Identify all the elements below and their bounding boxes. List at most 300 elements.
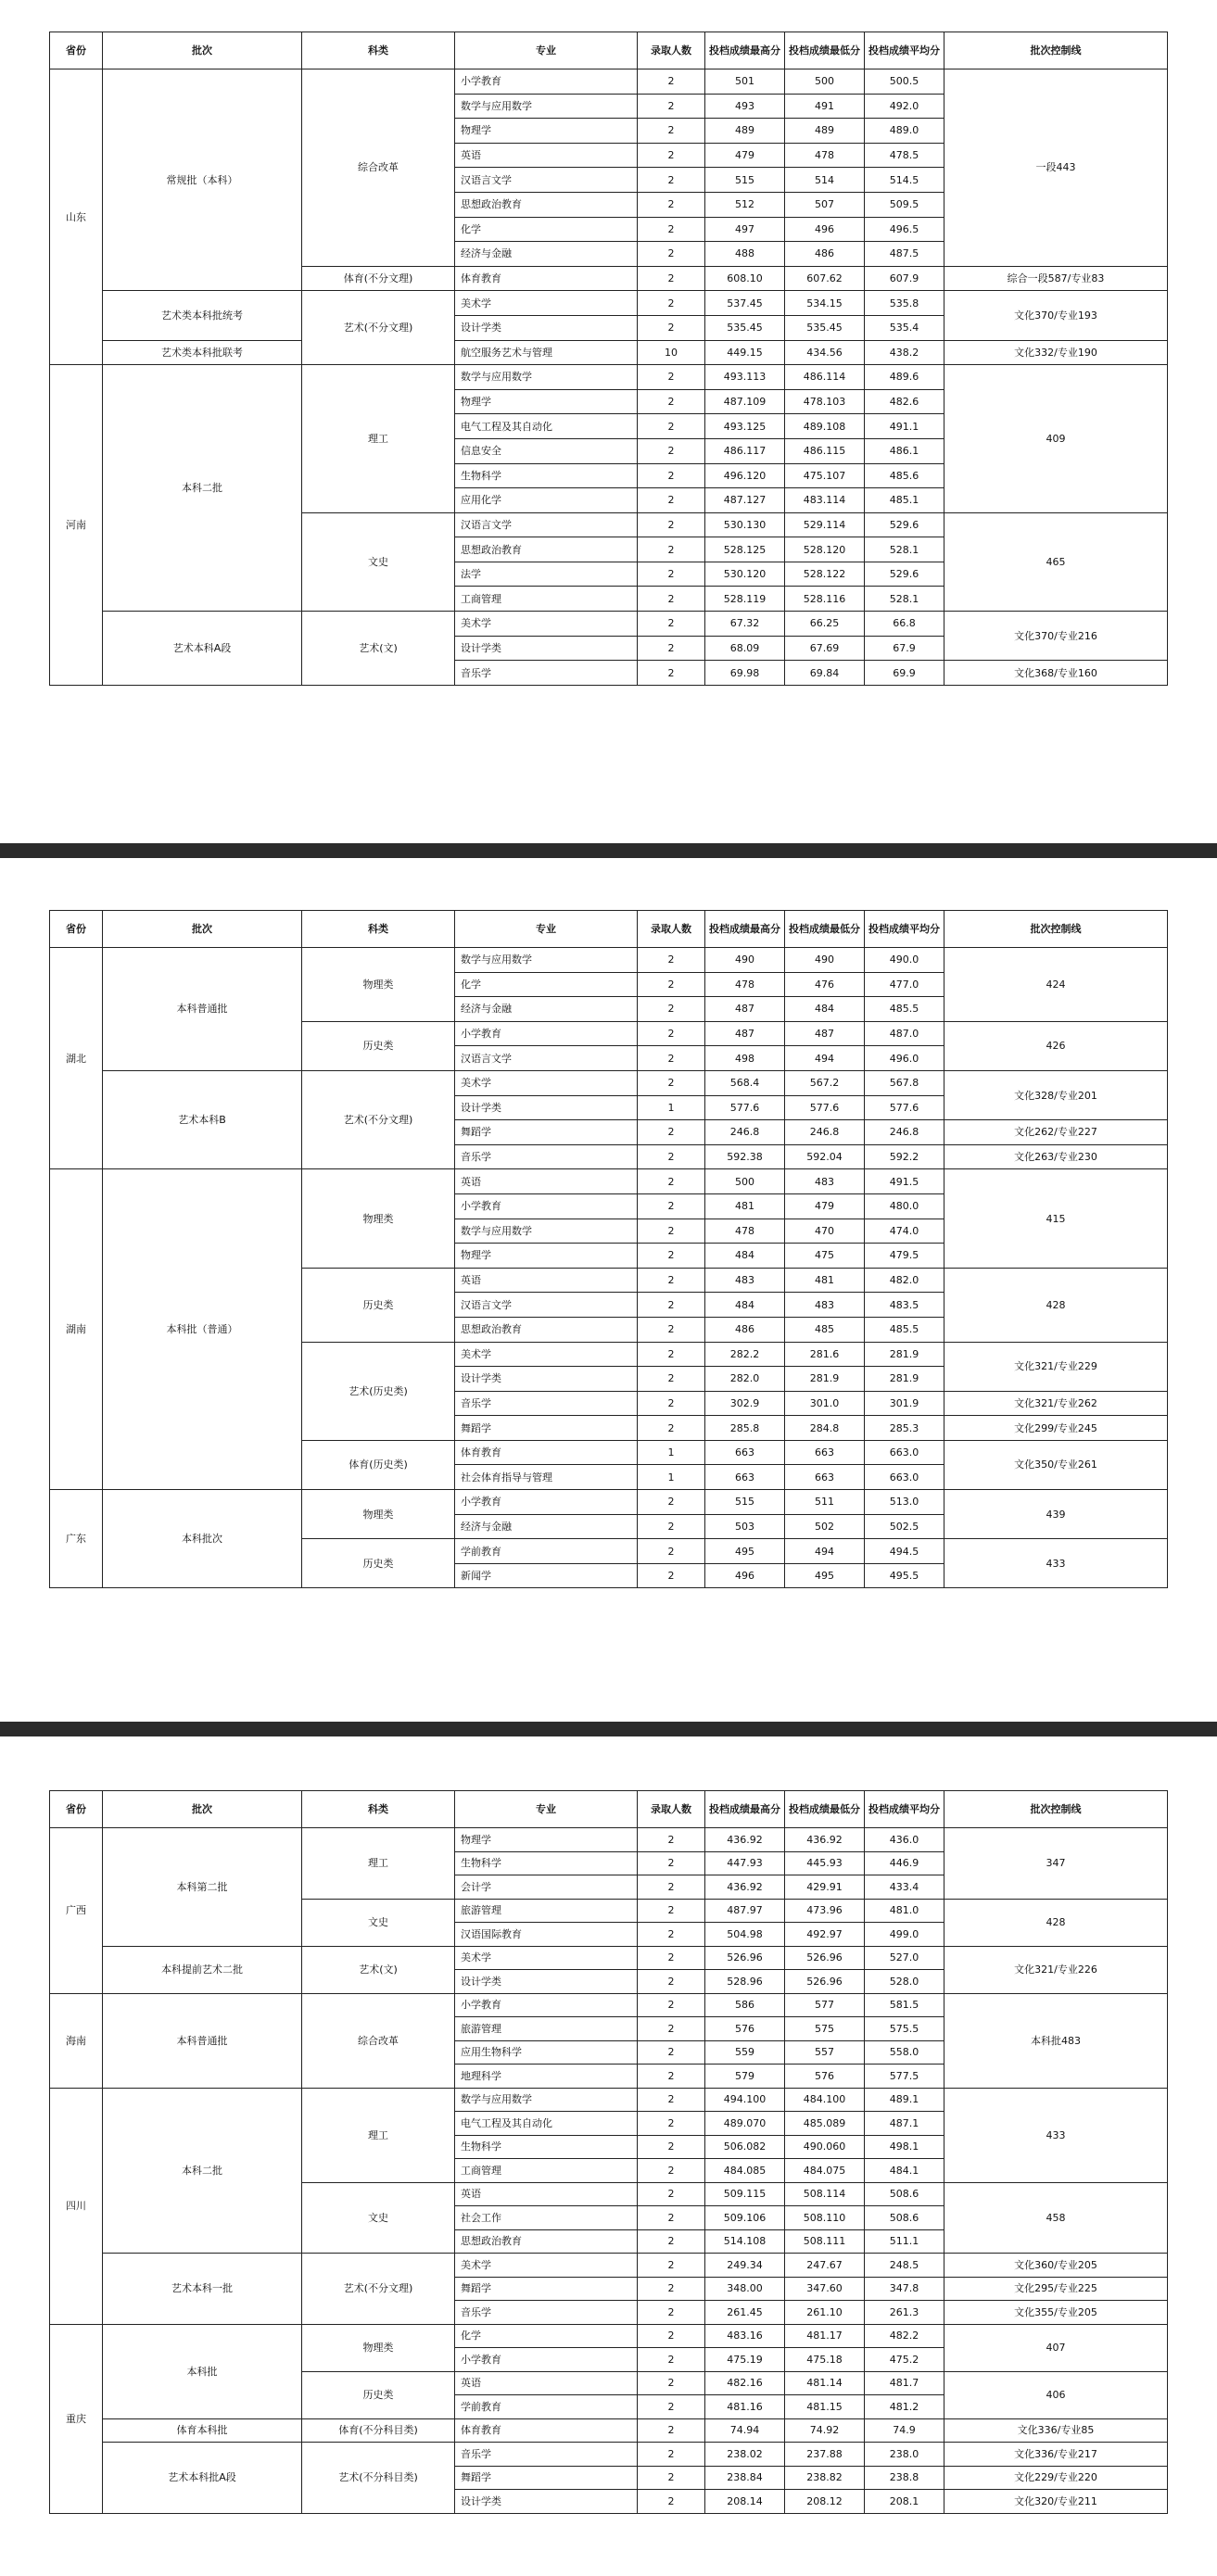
header-max: 投档成绩最高分 — [705, 911, 785, 948]
max-score-cell: 489 — [705, 119, 785, 144]
admitted-cell: 2 — [638, 119, 705, 144]
min-score-cell: 495 — [785, 1563, 865, 1588]
admission-table-1 — [49, 32, 1167, 686]
header-category: 科类 — [302, 1791, 455, 1828]
header-batch: 批次 — [103, 1791, 302, 1828]
province-cell: 湖北 — [50, 948, 103, 1169]
category-cell: 物理类 — [302, 1169, 455, 1268]
avg-score-cell: 301.9 — [865, 1391, 944, 1416]
max-score-cell: 436.92 — [705, 1875, 785, 1900]
category-cell: 理工 — [302, 365, 455, 513]
min-score-cell: 484.100 — [785, 2088, 865, 2112]
major-cell: 音乐学 — [455, 2301, 638, 2325]
avg-score-cell: 514.5 — [865, 168, 944, 193]
table-row — [50, 365, 1168, 390]
avg-score-cell: 281.9 — [865, 1342, 944, 1367]
category-cell: 综合改革 — [302, 1993, 455, 2088]
category-cell: 艺术(文) — [302, 612, 455, 686]
control-line-cell: 文化370/专业216 — [944, 612, 1168, 661]
avg-score-cell: 485.6 — [865, 463, 944, 488]
min-score-cell: 301.0 — [785, 1391, 865, 1416]
batch-cell: 本科普通批 — [103, 1993, 302, 2088]
min-score-cell: 663 — [785, 1465, 865, 1490]
major-cell: 设计学类 — [455, 1367, 638, 1392]
header-batch: 批次 — [103, 911, 302, 948]
admitted-cell: 2 — [638, 612, 705, 637]
batch-cell: 本科第二批 — [103, 1828, 302, 1947]
header-min: 投档成绩最低分 — [785, 1791, 865, 1828]
avg-score-cell: 509.5 — [865, 192, 944, 217]
admitted-cell: 2 — [638, 512, 705, 537]
min-score-cell: 507 — [785, 192, 865, 217]
major-cell: 法学 — [455, 562, 638, 587]
avg-score-cell: 482.6 — [865, 389, 944, 414]
avg-score-cell: 528.1 — [865, 537, 944, 562]
max-score-cell: 487 — [705, 997, 785, 1022]
batch-cell: 本科批 — [103, 2324, 302, 2418]
admitted-cell: 2 — [638, 1219, 705, 1244]
major-cell: 学前教育 — [455, 2395, 638, 2419]
batch-cell: 艺术类本科批统考 — [103, 291, 302, 340]
header-avg: 投档成绩平均分 — [865, 1791, 944, 1828]
admitted-cell: 2 — [638, 2229, 705, 2254]
avg-score-cell: 577.6 — [865, 1095, 944, 1120]
major-cell: 舞蹈学 — [455, 1120, 638, 1145]
category-cell: 理工 — [302, 1828, 455, 1900]
category-cell: 艺术(历史类) — [302, 1342, 455, 1440]
min-score-cell: 483 — [785, 1293, 865, 1318]
category-cell: 体育(历史类) — [302, 1440, 455, 1489]
avg-score-cell: 508.6 — [865, 2206, 944, 2230]
control-line-cell: 424 — [944, 948, 1168, 1022]
admitted-cell: 2 — [638, 1514, 705, 1539]
major-cell: 新闻学 — [455, 1563, 638, 1588]
admitted-cell: 2 — [638, 1120, 705, 1145]
max-score-cell: 208.14 — [705, 2490, 785, 2514]
major-cell: 设计学类 — [455, 1095, 638, 1120]
control-line-cell: 409 — [944, 365, 1168, 513]
max-score-cell: 487.127 — [705, 488, 785, 513]
max-score-cell: 486.117 — [705, 438, 785, 463]
header-province: 省份 — [50, 1791, 103, 1828]
province-cell: 海南 — [50, 1993, 103, 2088]
max-score-cell: 348.00 — [705, 2277, 785, 2301]
max-score-cell: 586 — [705, 1993, 785, 2017]
min-score-cell: 473.96 — [785, 1899, 865, 1923]
min-score-cell: 663 — [785, 1440, 865, 1465]
admitted-cell: 2 — [638, 315, 705, 340]
min-score-cell: 475 — [785, 1244, 865, 1269]
min-score-cell: 486.115 — [785, 438, 865, 463]
major-cell: 英语 — [455, 1169, 638, 1194]
min-score-cell: 485 — [785, 1317, 865, 1342]
table-header — [50, 32, 1168, 69]
table-row — [50, 2254, 1168, 2278]
province-cell: 河南 — [50, 365, 103, 686]
admitted-cell: 2 — [638, 2182, 705, 2206]
major-cell: 经济与金融 — [455, 242, 638, 267]
major-cell: 应用化学 — [455, 488, 638, 513]
major-cell: 汉语言文学 — [455, 512, 638, 537]
admitted-cell: 1 — [638, 1440, 705, 1465]
major-cell: 美术学 — [455, 2254, 638, 2278]
major-cell: 社会工作 — [455, 2206, 638, 2230]
major-cell: 思想政治教育 — [455, 192, 638, 217]
min-score-cell: 576 — [785, 2065, 865, 2089]
max-score-cell: 246.8 — [705, 1120, 785, 1145]
min-score-cell: 483 — [785, 1169, 865, 1194]
min-score-cell: 481.15 — [785, 2395, 865, 2419]
min-score-cell: 74.92 — [785, 2418, 865, 2443]
max-score-cell: 514.108 — [705, 2229, 785, 2254]
avg-score-cell: 261.3 — [865, 2301, 944, 2325]
admitted-cell: 2 — [638, 2040, 705, 2065]
max-score-cell: 478 — [705, 972, 785, 997]
control-line-cell: 文化262/专业227 — [944, 1120, 1168, 1145]
max-score-cell: 484.085 — [705, 2159, 785, 2183]
max-score-cell: 537.45 — [705, 291, 785, 316]
province-cell: 山东 — [50, 69, 103, 365]
major-cell: 美术学 — [455, 291, 638, 316]
avg-score-cell: 485.1 — [865, 488, 944, 513]
avg-score-cell: 481.7 — [865, 2371, 944, 2395]
control-line-cell: 文化336/专业217 — [944, 2443, 1168, 2467]
admitted-cell: 2 — [638, 2135, 705, 2159]
max-score-cell: 238.84 — [705, 2466, 785, 2490]
max-score-cell: 488 — [705, 242, 785, 267]
batch-cell: 常规批（本科） — [103, 69, 302, 291]
control-line-cell: 433 — [944, 2088, 1168, 2182]
batch-cell: 艺术本科一批 — [103, 2254, 302, 2325]
admitted-cell: 2 — [638, 1317, 705, 1342]
major-cell: 体育教育 — [455, 266, 638, 291]
max-score-cell: 238.02 — [705, 2443, 785, 2467]
min-score-cell: 508.110 — [785, 2206, 865, 2230]
max-score-cell: 478 — [705, 1219, 785, 1244]
major-cell: 生物科学 — [455, 1851, 638, 1875]
min-score-cell: 67.69 — [785, 636, 865, 661]
table-row — [50, 1828, 1168, 1852]
major-cell: 小学教育 — [455, 1490, 638, 1515]
avg-score-cell: 481.2 — [865, 2395, 944, 2419]
control-line-cell: 439 — [944, 1490, 1168, 1539]
avg-score-cell: 495.5 — [865, 1563, 944, 1588]
min-score-cell: 284.8 — [785, 1416, 865, 1441]
avg-score-cell: 483.5 — [865, 1293, 944, 1318]
max-score-cell: 282.0 — [705, 1367, 785, 1392]
batch-cell: 艺术本科A段 — [103, 612, 302, 686]
avg-score-cell: 663.0 — [865, 1465, 944, 1490]
category-cell: 文史 — [302, 2182, 455, 2254]
avg-score-cell: 433.4 — [865, 1875, 944, 1900]
major-cell: 音乐学 — [455, 1391, 638, 1416]
header-category: 科类 — [302, 911, 455, 948]
min-score-cell: 489.108 — [785, 414, 865, 439]
min-score-cell: 481.17 — [785, 2324, 865, 2348]
admitted-cell: 2 — [638, 1293, 705, 1318]
min-score-cell: 481 — [785, 1268, 865, 1293]
min-score-cell: 347.60 — [785, 2277, 865, 2301]
major-cell: 化学 — [455, 2324, 638, 2348]
max-score-cell: 515 — [705, 1490, 785, 1515]
min-score-cell: 494 — [785, 1539, 865, 1564]
min-score-cell: 481.14 — [785, 2371, 865, 2395]
batch-cell: 体育本科批 — [103, 2418, 302, 2443]
min-score-cell: 494 — [785, 1046, 865, 1071]
major-cell: 设计学类 — [455, 315, 638, 340]
admitted-cell: 2 — [638, 168, 705, 193]
max-score-cell: 494.100 — [705, 2088, 785, 2112]
header-province: 省份 — [50, 32, 103, 69]
admitted-cell: 2 — [638, 2418, 705, 2443]
min-score-cell: 247.67 — [785, 2254, 865, 2278]
admitted-cell: 2 — [638, 2443, 705, 2467]
avg-score-cell: 475.2 — [865, 2348, 944, 2372]
control-line-cell: 文化229/专业220 — [944, 2466, 1168, 2490]
table-row — [50, 69, 1168, 95]
max-score-cell: 530.130 — [705, 512, 785, 537]
min-score-cell: 528.116 — [785, 587, 865, 612]
max-score-cell: 447.93 — [705, 1851, 785, 1875]
control-line-cell: 415 — [944, 1169, 1168, 1268]
min-score-cell: 484.075 — [785, 2159, 865, 2183]
min-score-cell: 514 — [785, 168, 865, 193]
min-score-cell: 526.96 — [785, 1946, 865, 1970]
max-score-cell: 489.070 — [705, 2112, 785, 2136]
avg-score-cell: 246.8 — [865, 1120, 944, 1145]
min-score-cell: 476 — [785, 972, 865, 997]
batch-cell: 艺术本科B — [103, 1070, 302, 1168]
admitted-cell: 2 — [638, 2065, 705, 2089]
control-line-cell: 综合一段587/专业83 — [944, 266, 1168, 291]
province-cell: 四川 — [50, 2088, 103, 2324]
header-avg: 投档成绩平均分 — [865, 911, 944, 948]
avg-score-cell: 581.5 — [865, 1993, 944, 2017]
admitted-cell: 2 — [638, 2088, 705, 2112]
avg-score-cell: 489.1 — [865, 2088, 944, 2112]
min-score-cell: 445.93 — [785, 1851, 865, 1875]
avg-score-cell: 484.1 — [865, 2159, 944, 2183]
admitted-cell: 2 — [638, 291, 705, 316]
major-cell: 小学教育 — [455, 69, 638, 95]
avg-score-cell: 496.5 — [865, 217, 944, 242]
header-control: 批次控制线 — [944, 1791, 1168, 1828]
major-cell: 工商管理 — [455, 587, 638, 612]
control-line-cell: 文化368/专业160 — [944, 661, 1168, 686]
major-cell: 小学教育 — [455, 1021, 638, 1046]
max-score-cell: 568.4 — [705, 1070, 785, 1095]
max-score-cell: 504.98 — [705, 1923, 785, 1947]
major-cell: 会计学 — [455, 1875, 638, 1900]
table-row — [50, 948, 1168, 973]
major-cell: 汉语言文学 — [455, 168, 638, 193]
max-score-cell: 282.2 — [705, 1342, 785, 1367]
avg-score-cell: 477.0 — [865, 972, 944, 997]
admitted-cell: 2 — [638, 1169, 705, 1194]
category-cell: 文史 — [302, 1899, 455, 1946]
min-score-cell: 489 — [785, 119, 865, 144]
category-cell: 历史类 — [302, 2371, 455, 2418]
admitted-cell: 2 — [638, 2490, 705, 2514]
max-score-cell: 559 — [705, 2040, 785, 2065]
min-score-cell: 528.122 — [785, 562, 865, 587]
admitted-cell: 2 — [638, 242, 705, 267]
avg-score-cell: 491.1 — [865, 414, 944, 439]
max-score-cell: 663 — [705, 1465, 785, 1490]
batch-cell: 本科二批 — [103, 365, 302, 612]
avg-score-cell: 208.1 — [865, 2490, 944, 2514]
control-line-cell: 458 — [944, 2182, 1168, 2254]
max-score-cell: 576 — [705, 2017, 785, 2041]
table-header — [50, 1791, 1168, 1828]
admitted-cell: 2 — [638, 1244, 705, 1269]
max-score-cell: 68.09 — [705, 636, 785, 661]
admitted-cell: 2 — [638, 1268, 705, 1293]
major-cell: 数学与应用数学 — [455, 2088, 638, 2112]
max-score-cell: 483.16 — [705, 2324, 785, 2348]
header-major: 专业 — [455, 911, 638, 948]
avg-score-cell: 446.9 — [865, 1851, 944, 1875]
max-score-cell: 608.10 — [705, 266, 785, 291]
max-score-cell: 530.120 — [705, 562, 785, 587]
avg-score-cell: 347.8 — [865, 2277, 944, 2301]
major-cell: 信息安全 — [455, 438, 638, 463]
admitted-cell: 2 — [638, 537, 705, 562]
min-score-cell: 66.25 — [785, 612, 865, 637]
admitted-cell: 2 — [638, 2395, 705, 2419]
avg-score-cell: 482.2 — [865, 2324, 944, 2348]
major-cell: 舞蹈学 — [455, 1416, 638, 1441]
max-score-cell: 496 — [705, 1563, 785, 1588]
control-line-cell: 文化321/专业226 — [944, 1946, 1168, 1993]
section-divider — [0, 1722, 1217, 1736]
max-score-cell: 528.119 — [705, 587, 785, 612]
header-control: 批次控制线 — [944, 32, 1168, 69]
min-score-cell: 592.04 — [785, 1144, 865, 1169]
max-score-cell: 512 — [705, 192, 785, 217]
admitted-cell: 2 — [638, 1875, 705, 1900]
category-cell: 体育(不分文理) — [302, 266, 455, 291]
min-score-cell: 529.114 — [785, 512, 865, 537]
control-line-cell: 428 — [944, 1899, 1168, 1946]
avg-score-cell: 529.6 — [865, 512, 944, 537]
admitted-cell: 2 — [638, 69, 705, 95]
admitted-cell: 2 — [638, 997, 705, 1022]
admitted-cell: 2 — [638, 948, 705, 973]
min-score-cell: 484 — [785, 997, 865, 1022]
header-min: 投档成绩最低分 — [785, 32, 865, 69]
admitted-cell: 1 — [638, 1465, 705, 1490]
admitted-cell: 2 — [638, 2371, 705, 2395]
major-cell: 物理学 — [455, 389, 638, 414]
major-cell: 电气工程及其自动化 — [455, 2112, 638, 2136]
min-score-cell: 208.12 — [785, 2490, 865, 2514]
max-score-cell: 509.106 — [705, 2206, 785, 2230]
min-score-cell: 492.97 — [785, 1923, 865, 1947]
avg-score-cell: 487.1 — [865, 2112, 944, 2136]
category-cell: 物理类 — [302, 1490, 455, 1539]
max-score-cell: 487 — [705, 1021, 785, 1046]
min-score-cell: 69.84 — [785, 661, 865, 686]
major-cell: 物理学 — [455, 119, 638, 144]
province-cell: 广东 — [50, 1490, 103, 1588]
table-row — [50, 1490, 1168, 1515]
major-cell: 小学教育 — [455, 2348, 638, 2372]
max-score-cell: 526.96 — [705, 1946, 785, 1970]
major-cell: 设计学类 — [455, 1970, 638, 1994]
major-cell: 思想政治教育 — [455, 2229, 638, 2254]
major-cell: 体育教育 — [455, 2418, 638, 2443]
category-cell: 艺术(不分科目类) — [302, 2443, 455, 2514]
min-score-cell: 567.2 — [785, 1070, 865, 1095]
table-row — [50, 1946, 1168, 1970]
avg-score-cell: 529.6 — [865, 562, 944, 587]
max-score-cell: 496.120 — [705, 463, 785, 488]
admitted-cell: 2 — [638, 1391, 705, 1416]
admitted-cell: 2 — [638, 1851, 705, 1875]
avg-score-cell: 479.5 — [865, 1244, 944, 1269]
province-cell: 重庆 — [50, 2324, 103, 2513]
min-score-cell: 607.62 — [785, 266, 865, 291]
avg-score-cell: 478.5 — [865, 143, 944, 168]
header-province: 省份 — [50, 911, 103, 948]
major-cell: 英语 — [455, 143, 638, 168]
control-line-cell: 文化350/专业261 — [944, 1440, 1168, 1489]
category-cell: 物理类 — [302, 2324, 455, 2371]
batch-cell: 本科批次 — [103, 1490, 302, 1588]
avg-score-cell: 69.9 — [865, 661, 944, 686]
min-score-cell: 534.15 — [785, 291, 865, 316]
admitted-cell: 2 — [638, 389, 705, 414]
header-major: 专业 — [455, 32, 638, 69]
min-score-cell: 478.103 — [785, 389, 865, 414]
max-score-cell: 436.92 — [705, 1828, 785, 1852]
table-row — [50, 1169, 1168, 1194]
major-cell: 美术学 — [455, 1946, 638, 1970]
avg-score-cell: 502.5 — [865, 1514, 944, 1539]
control-line-cell: 文化336/专业85 — [944, 2418, 1168, 2443]
max-score-cell: 577.6 — [705, 1095, 785, 1120]
section-divider — [0, 843, 1217, 858]
header-category: 科类 — [302, 32, 455, 69]
avg-score-cell: 489.0 — [865, 119, 944, 144]
control-line-cell: 文化321/专业229 — [944, 1342, 1168, 1391]
header-admitted: 录取人数 — [638, 911, 705, 948]
avg-score-cell: 663.0 — [865, 1440, 944, 1465]
max-score-cell: 506.082 — [705, 2135, 785, 2159]
min-score-cell: 478 — [785, 143, 865, 168]
major-cell: 航空服务艺术与管理 — [455, 340, 638, 365]
max-score-cell: 261.45 — [705, 2301, 785, 2325]
max-score-cell: 493.125 — [705, 414, 785, 439]
min-score-cell: 487 — [785, 1021, 865, 1046]
min-score-cell: 500 — [785, 69, 865, 95]
max-score-cell: 449.15 — [705, 340, 785, 365]
avg-score-cell: 494.5 — [865, 1539, 944, 1564]
table-row — [50, 340, 1168, 365]
major-cell: 舞蹈学 — [455, 2277, 638, 2301]
control-line-cell: 426 — [944, 1021, 1168, 1070]
avg-score-cell: 499.0 — [865, 1923, 944, 1947]
admitted-cell: 2 — [638, 1970, 705, 1994]
admitted-cell: 2 — [638, 365, 705, 390]
major-cell: 经济与金融 — [455, 997, 638, 1022]
header-admitted: 录取人数 — [638, 1791, 705, 1828]
min-score-cell: 491 — [785, 94, 865, 119]
avg-score-cell: 281.9 — [865, 1367, 944, 1392]
control-line-cell: 文化321/专业262 — [944, 1391, 1168, 1416]
max-score-cell: 528.96 — [705, 1970, 785, 1994]
